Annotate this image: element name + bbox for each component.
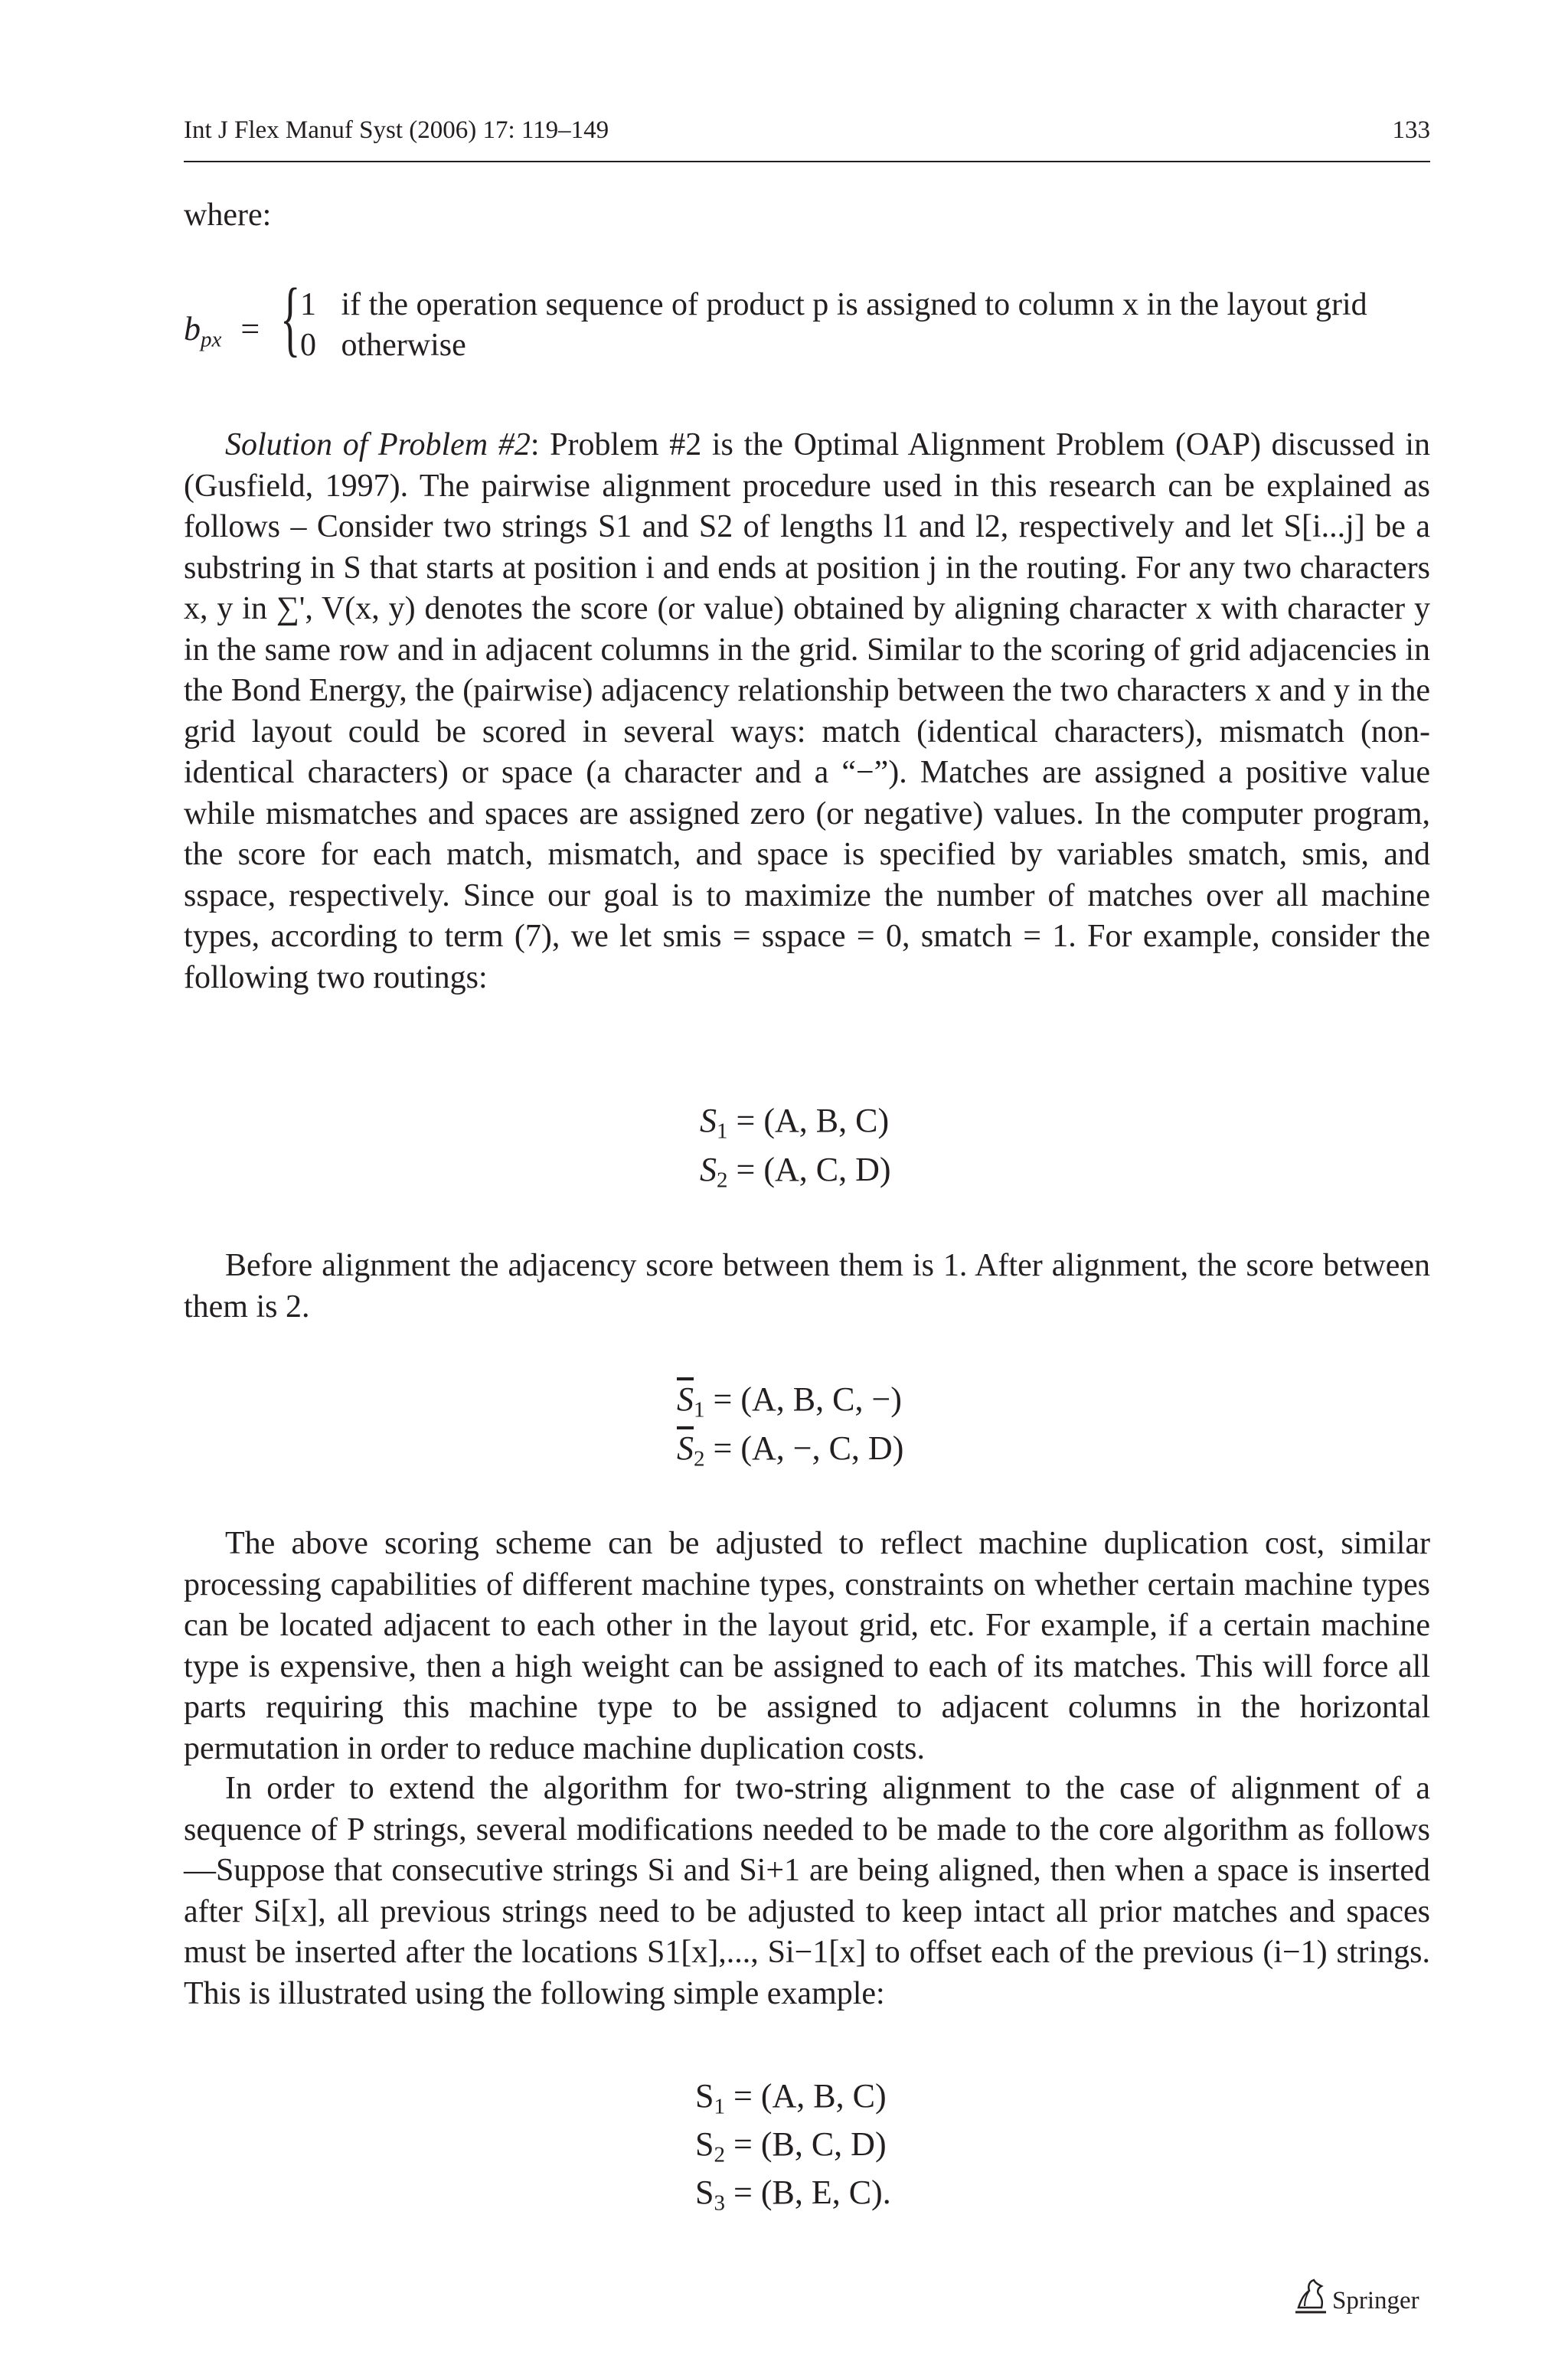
equation-example-s1 bbox=[695, 2076, 887, 2119]
bpx-equals: = bbox=[240, 310, 260, 348]
eq-subscript: 3 bbox=[714, 2190, 725, 2216]
eq-subscript: 2 bbox=[694, 1446, 705, 1472]
equation-s2 bbox=[700, 1150, 891, 1193]
equation-s2-aligned bbox=[677, 1429, 904, 1472]
eq-rhs: = (A, B, C) bbox=[733, 2077, 887, 2115]
page-number: 133 bbox=[1392, 116, 1430, 144]
paragraph-multi-string-alignment: In order to extend the algorithm for two-string alignment to the case of alignment of a sequence of P strings, several modifications needed to be made to the core algorithm as follows—Suppose that consecutive strings Si and Si+1 are being aligned, then when a space is inserted after Si[x], all previous strings need to be adjusted to keep intact all prior matches and spaces must be inserted after the locations S1[x],..., Si−1[x] to offset each of the previous (i−1) strings. This is illustrated using the following simple example: bbox=[184, 1771, 1430, 2011]
eq-symbol: $\overline{S}$ bbox=[677, 1380, 694, 1418]
eq-subscript: 1 bbox=[714, 2094, 725, 2119]
header-rule bbox=[184, 161, 1430, 162]
where-label: where: bbox=[184, 198, 272, 233]
case-0-text: otherwise bbox=[341, 328, 466, 363]
eq-symbol: $\overline{S}$ bbox=[677, 1429, 694, 1467]
springer-label: Springer bbox=[1332, 2287, 1419, 2314]
paragraph-alignment-score: Before alignment the adjacency score between them is 1. After alignment, the score between them is 2. bbox=[184, 1248, 1430, 1325]
case-1 bbox=[300, 285, 1367, 326]
equation-example-s2 bbox=[695, 2125, 887, 2167]
eq-subscript: 1 bbox=[694, 1397, 705, 1423]
eq-symbol: S bbox=[695, 2077, 714, 2115]
case-1-value: 1 bbox=[300, 287, 316, 322]
springer-horse-icon bbox=[1294, 2277, 1332, 2315]
running-header bbox=[184, 115, 1430, 155]
journal-citation: Int J Flex Manuf Syst (2006) 17: 119–149 bbox=[184, 116, 609, 144]
bpx-subscript: px bbox=[201, 327, 222, 352]
eq-rhs: = (A, C, D) bbox=[736, 1151, 891, 1188]
cases-brace: { bbox=[280, 271, 301, 364]
eq-subscript: 1 bbox=[717, 1119, 728, 1144]
eq-symbol: S bbox=[695, 2125, 714, 2163]
paragraph-scoring-scheme: The above scoring scheme can be adjusted to reflect machine duplication cost, similar processing capabilities of different machine types, constraints on whether certain machine types can be located adjacent to each other in the layout grid, etc. For example, if a certain machine type is expensive, then a high weight can be assigned to each of its matches. This will force all parts requiring this machine type to be assigned to adjacent columns in the horizontal permutation in order to reduce machine duplication costs. bbox=[184, 1526, 1430, 1766]
eq-subscript: 2 bbox=[717, 1168, 728, 1193]
bpx-lhs bbox=[184, 309, 260, 352]
eq-rhs: = (A, −, C, D) bbox=[713, 1429, 904, 1467]
bpx-definition bbox=[184, 271, 1439, 377]
eq-rhs: = (B, E, C). bbox=[733, 2174, 891, 2211]
equation-s1-aligned bbox=[677, 1380, 902, 1423]
eq-symbol: S bbox=[700, 1151, 717, 1188]
springer-logo bbox=[1294, 2272, 1419, 2315]
eq-rhs: = (B, C, D) bbox=[733, 2125, 887, 2163]
case-1-text: if the operation sequence of product p is assigned to column x in the layout grid bbox=[341, 287, 1367, 322]
eq-symbol: S bbox=[700, 1102, 717, 1139]
paragraph-solution-problem-2 bbox=[184, 425, 1430, 998]
eq-subscript: 2 bbox=[714, 2142, 725, 2167]
paragraph-body: : Problem #2 is the Optimal Alignment Problem (OAP) discussed in (Gusfield, 1997). The pairwise alignment procedure used in this research can be explained as follows – Consider two strings S1 and S2 of lengths l1 and l2, respectively and let S[i...j] be a substring in S that starts at position i and ends at position j in the routing. For any two characters x, y in ∑', V(x, y) denotes the score (or value) obtained by aligning character x with character y in the same row and in adjacent columns in the grid. Similar to the scoring of grid adjacencies in the Bond Energy, the (pairwise) adjacency relationship between the two characters x and y in the grid layout could be scored in several ways: match (identical characters), mismatch (non-identical characters) or space (a character and a “−”). Matches are assigned a positive value while mismatches and spaces are assigned zero (or negative) values. In the computer program, the score for each match, mismatch, and space is specified by variables smatch, smis, and sspace, respectively. Since our goal is to maximize the number of matches over all machine types, according to term (7), we let smis = sspace = 0, smatch = 1. For example, consider the following two routings: bbox=[184, 427, 1430, 995]
equation-example-s3 bbox=[695, 2173, 891, 2216]
case-0-value: 0 bbox=[300, 328, 316, 363]
paragraph-title: Solution of Problem #2 bbox=[225, 427, 531, 462]
bpx-symbol: b bbox=[184, 310, 201, 348]
eq-rhs: = (A, B, C, −) bbox=[713, 1380, 902, 1418]
equation-s1 bbox=[700, 1101, 890, 1144]
eq-symbol: S bbox=[695, 2174, 714, 2211]
case-0 bbox=[300, 325, 466, 367]
eq-rhs: = (A, B, C) bbox=[736, 1102, 890, 1139]
